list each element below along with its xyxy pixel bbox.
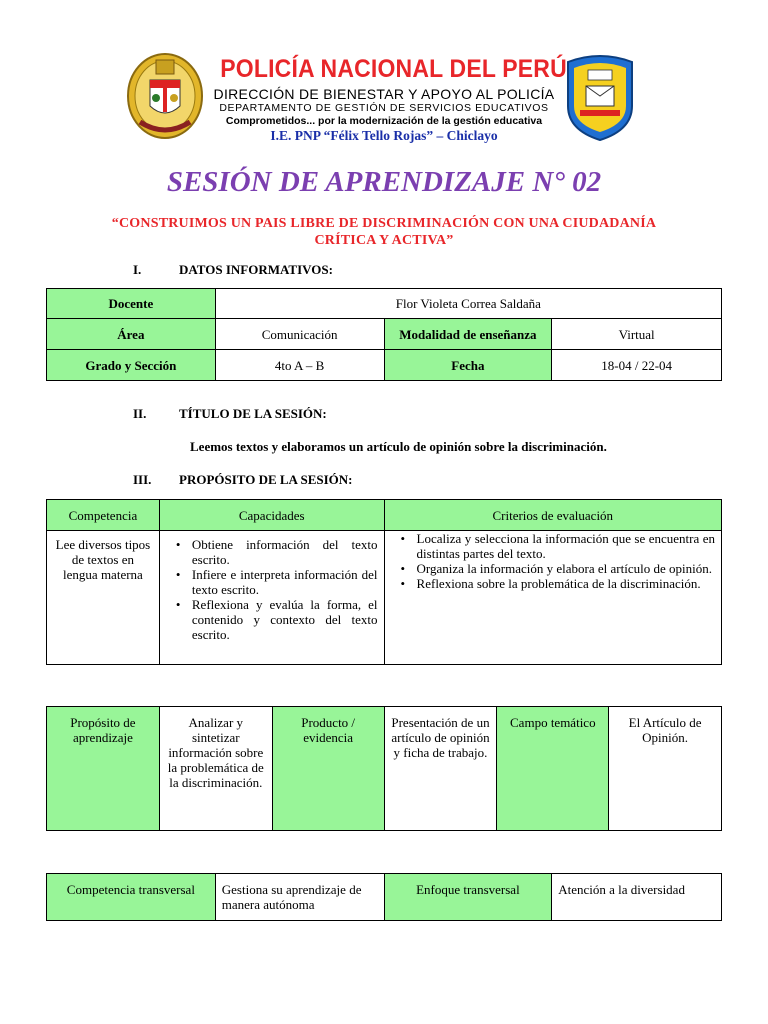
proposito-aprendizaje-value: Analizar y sintetizar información sobre la problemática de la discriminación. bbox=[159, 707, 272, 831]
motto: Comprometidos... por la modernización de la gestión educativa bbox=[225, 115, 543, 127]
proposito-table bbox=[46, 499, 722, 665]
school-name: I.E. PNP “Félix Tello Rojas” – Chiclayo bbox=[270, 128, 498, 143]
docente-label: Docente bbox=[47, 289, 216, 319]
list-item: • Infiere e interpreta información del texto escrito. bbox=[166, 567, 378, 597]
direction-name: DIRECCIÓN DE BIENESTAR Y APOYO AL POLICÍA bbox=[213, 86, 555, 102]
aprendizaje-table bbox=[46, 706, 722, 831]
section-label: TÍTULO DE LA SESIÓN: bbox=[179, 406, 327, 421]
police-crest-logo bbox=[126, 52, 204, 140]
fecha-value: 18-04 / 22-04 bbox=[552, 350, 722, 381]
producto-label: Producto / evidencia bbox=[272, 707, 384, 831]
competencia-transversal-label: Competencia transversal bbox=[47, 874, 216, 921]
campo-tematico-label: Campo temático bbox=[497, 707, 609, 831]
fecha-label: Fecha bbox=[384, 350, 552, 381]
school-crest-logo bbox=[564, 52, 636, 142]
session-subtitle: “CONSTRUIMOS UN PAIS LIBRE DE DISCRIMINACIÓN CON UNA CIUDADANÍA CRÍTICA Y ACTIVA” bbox=[111, 216, 657, 248]
producto-value: Presentación de un artículo de opinión y ficha de trabajo. bbox=[384, 707, 497, 831]
competencia-value: Lee diversos tipos de textos en lengua materna bbox=[47, 531, 160, 665]
datos-informativos-table bbox=[46, 288, 722, 381]
institution-name: POLICÍA NACIONAL DEL PERÚ bbox=[220, 55, 567, 83]
section-label: PROPÓSITO DE LA SESIÓN: bbox=[179, 472, 353, 487]
page-title: SESIÓN DE APRENDIZAJE N° 02 bbox=[166, 166, 602, 198]
modalidad-value: Virtual bbox=[552, 319, 722, 350]
grado-label: Grado y Sección bbox=[47, 350, 216, 381]
capacidades-list bbox=[166, 537, 378, 642]
section-number: II. bbox=[133, 406, 147, 421]
modalidad-label: Modalidad de enseñanza bbox=[384, 319, 552, 350]
section-number: III. bbox=[133, 472, 152, 487]
section-label: DATOS INFORMATIVOS: bbox=[179, 262, 333, 277]
area-value: Comunicación bbox=[215, 319, 384, 350]
letterhead bbox=[126, 52, 636, 148]
grado-value: 4to A – B bbox=[215, 350, 384, 381]
capacidades-header: Capacidades bbox=[159, 500, 384, 531]
area-label: Área bbox=[47, 319, 216, 350]
enfoque-transversal-label: Enfoque transversal bbox=[384, 874, 552, 921]
list-item: • Reflexiona sobre la problemática de la discriminación. bbox=[391, 576, 715, 591]
department-name: DEPARTAMENTO DE GESTIÓN DE SERVICIOS EDUCATIVOS bbox=[219, 102, 549, 114]
transversal-table bbox=[46, 873, 722, 921]
enfoque-transversal-value: Atención a la diversidad bbox=[552, 874, 722, 921]
list-item: • Reflexiona y evalúa la forma, el contenido y contexto del texto escrito. bbox=[166, 597, 378, 642]
list-item: • Organiza la información y elabora el artículo de opinión. bbox=[391, 561, 715, 576]
competencia-header: Competencia bbox=[47, 500, 160, 531]
section-number: I. bbox=[133, 262, 142, 277]
criterios-header: Criterios de evaluación bbox=[384, 500, 721, 531]
list-item: • Localiza y selecciona la información que se encuentra en distintas partes del texto. bbox=[391, 531, 715, 561]
docente-value: Flor Violeta Correa Saldaña bbox=[215, 289, 721, 319]
competencia-transversal-value: Gestiona su aprendizaje de manera autónoma bbox=[215, 874, 384, 921]
proposito-aprendizaje-label: Propósito de aprendizaje bbox=[47, 707, 160, 831]
session-title-text: Leemos textos y elaboramos un artículo de opinión sobre la discriminación. bbox=[190, 439, 607, 454]
list-item: • Obtiene información del texto escrito. bbox=[166, 537, 378, 567]
criterios-list bbox=[391, 531, 715, 591]
campo-tematico-value: El Artículo de Opinión. bbox=[609, 707, 722, 831]
